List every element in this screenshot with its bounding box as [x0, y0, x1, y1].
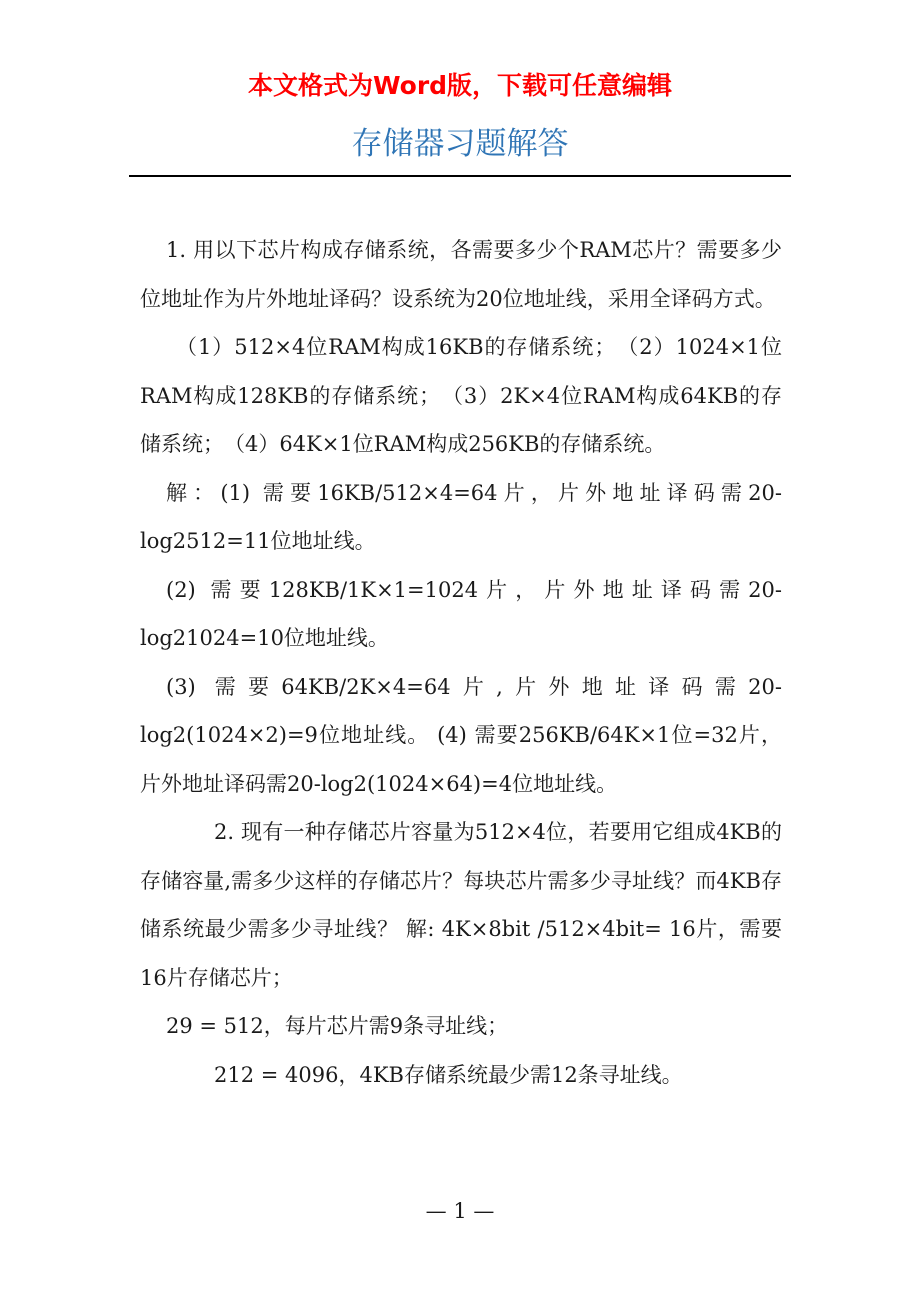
question-2-paragraph: 2. 现有一种存储芯片容量为512×4位，若要用它组成4KB的存储容量,需多少这样的存储芯片？每块芯片需多少寻址线？而4KB存储系统最少需多少寻址线？ 解: 4K×8bit /512×4bit= 16片，需要16片存储芯片；: [140, 820, 782, 990]
answer-1-part-3-4: (3) 需要64KB/2K×4=64片,片外地址译码需20-log2(1024×2)=9位地址线。 (4) 需要256KB/64K×1位=32片，片外地址译码需20-log2(1024×64)=4位地址线。: [140, 674, 782, 796]
question-1-options: （1）512×4位RAM构成16KB的存储系统； （2）1024×1位RAM构成128KB的存储系统； （3）2K×4位RAM构成64KB的存储系统； （4）64K×1位RAM构成256KB的存储系统。: [140, 335, 782, 456]
download-banner: 本文格式为Word版，下载可任意编辑: [247, 71, 673, 100]
title-divider: [129, 175, 791, 177]
answer-1-part-1: 解：(1) 需要16KB/512×4=64片，片外地址译码需20-log2512=11位地址线。: [140, 480, 782, 553]
answer-2-line-1: 29 = 512，每片芯片需9条寻址线；: [166, 1014, 509, 1038]
answer-1-part-2: (2) 需要128KB/1K×1=1024片，片外地址译码需20-log21024=10位地址线。: [140, 577, 782, 650]
document-body: [140, 226, 782, 1099]
question-1-paragraph: 1. 用以下芯片构成存储系统，各需要多少个RAM芯片？需要多少位地址作为片外地址译码？设系统为20位地址线，采用全译码方式。: [140, 238, 782, 311]
answer-2-line-2: 212 = 4096，4KB存储系统最少需12条寻址线。: [214, 1062, 683, 1087]
document-title: 存储器习题解答: [351, 126, 569, 162]
page-number: — 1 —: [425, 1199, 495, 1223]
